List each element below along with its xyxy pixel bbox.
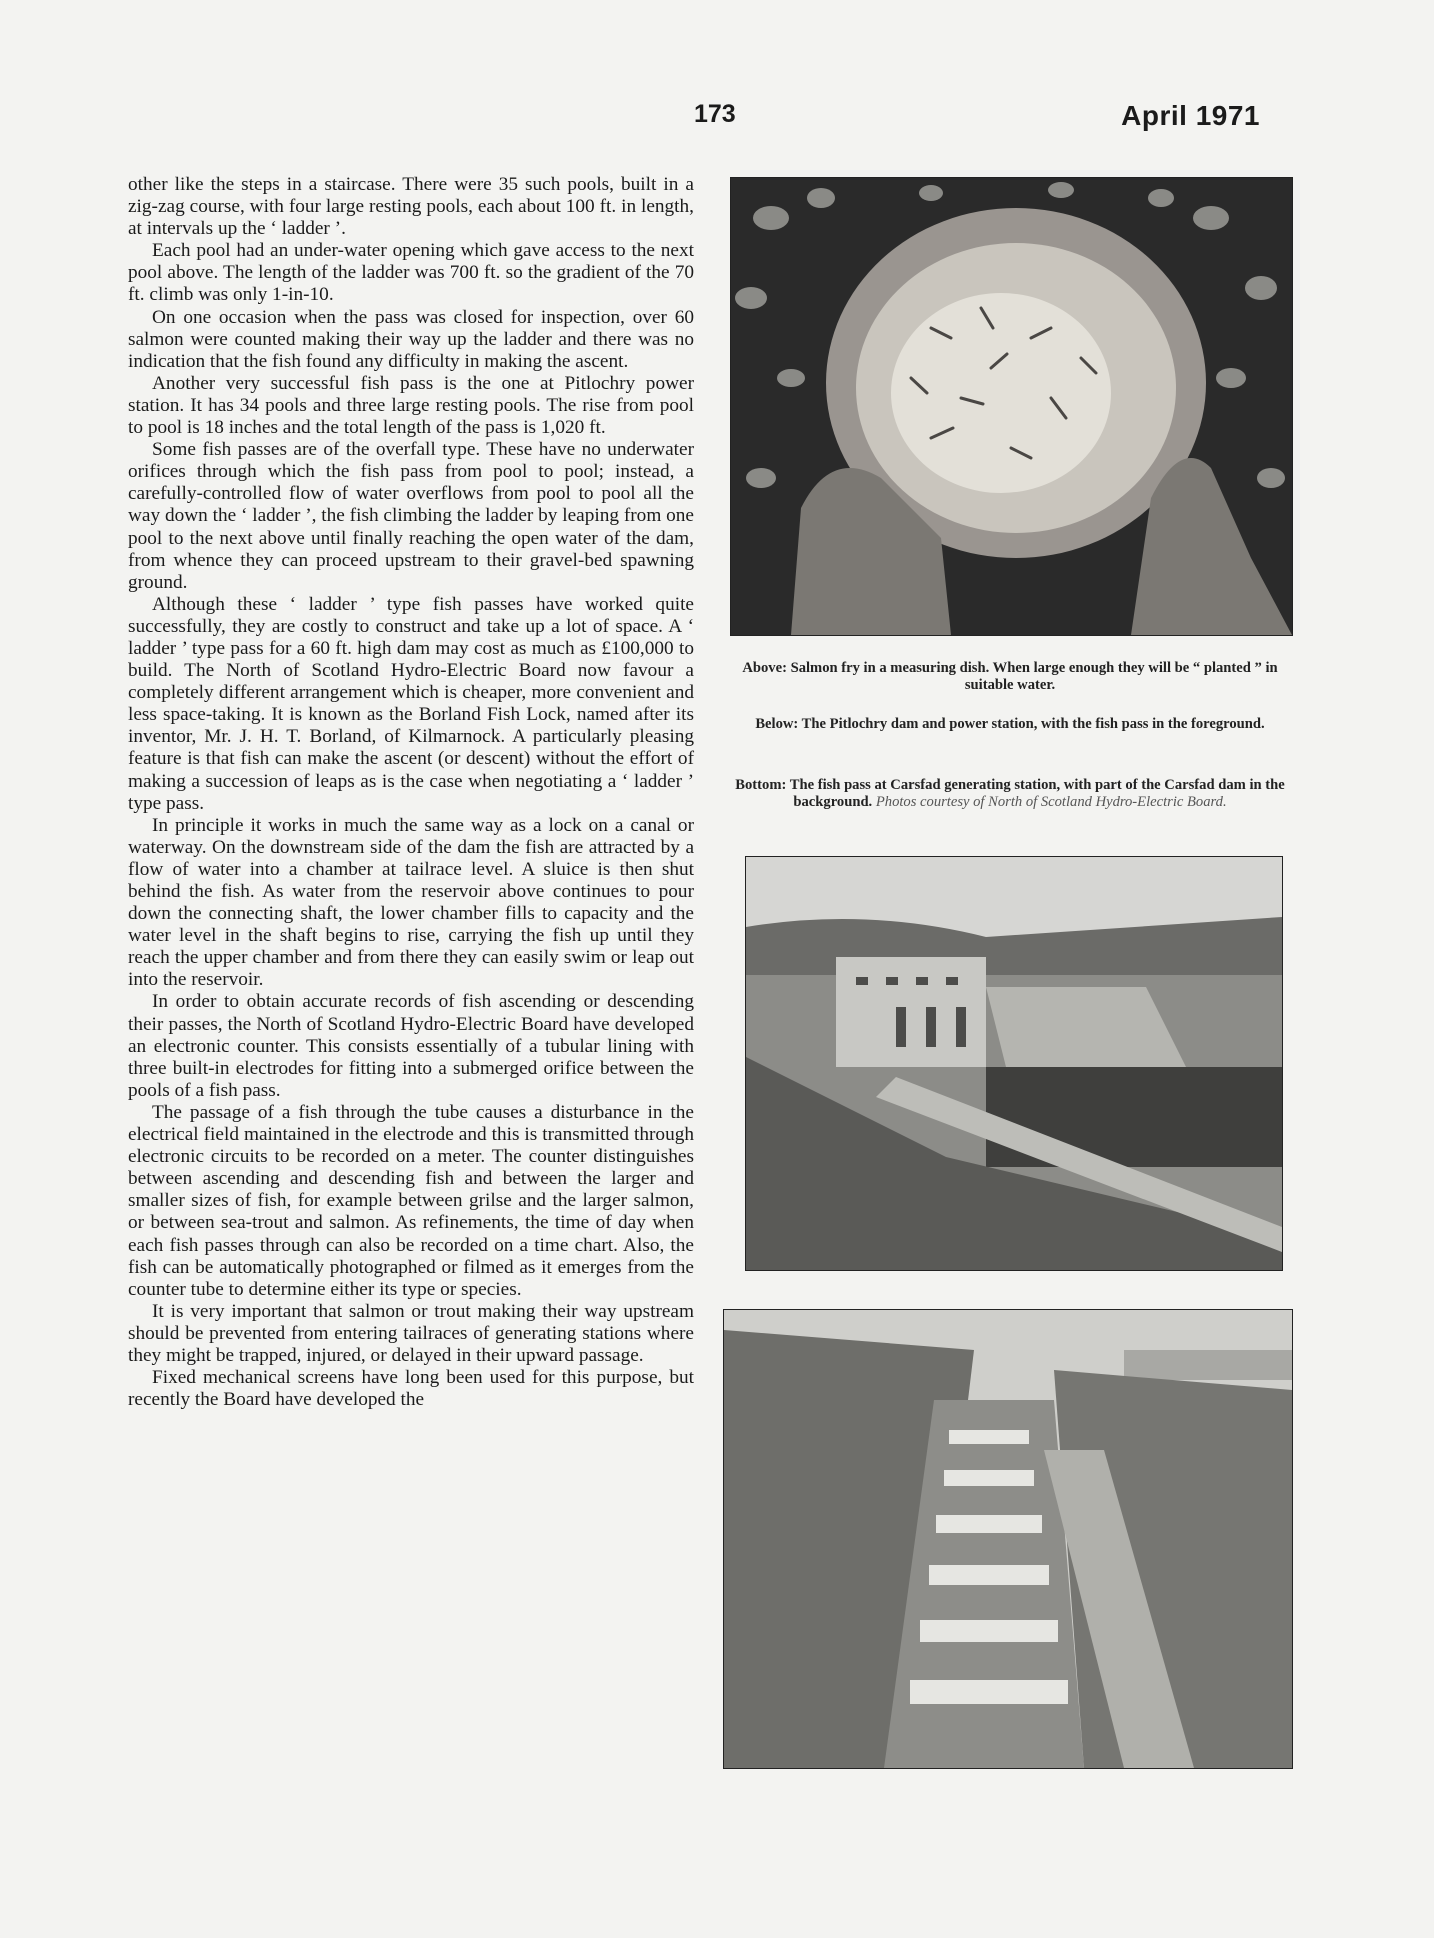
carsfad-fish-pass-photo	[724, 1310, 1292, 1768]
article-paragraph: The passage of a fish through the tube causes a disturbance in the electrical field maintained in the electrode and this is transmitted through electronic circuits to be recorded on a meter. The counter distinguishes between ascending and descending fish and between the larger and smaller sizes of fish, for example between grilse and the larger salmon, or between sea-trout and salmon. As refinements, the time of day when each fish passes through can also be recorded on a time chart. Also, the fish can be automatically photographed or filmed as it emerges from the counter tube to determine either its type or species.	[128, 1101, 694, 1300]
article-paragraph: Although these ‘ ladder ’ type fish passes have worked quite successfully, they are costly to construct and take up a lot of space. A ‘ ladder ’ type pass for a 60 ft. high dam may cost as much as £100,000 to build. The North of Scotland Hydro-Electric Board now favour a completely different arrangement which is cheaper, more convenient and less space-taking. It is known as the Borland Fish Lock, named after its inventor, Mr. J. H. T. Borland, of Kilmarnock. A particularly pleasing feature is that fish can make the ascent (or descent) without the effort of making a succession of leaps as is the case when negotiating a ‘ ladder ’ type pass.	[128, 593, 694, 814]
caption-bottom-text: Bottom: The fish pass at Carsfad generating station, with part of the Carsfad dam in the background.	[735, 777, 1285, 810]
article-body	[128, 174, 694, 1411]
article-paragraph: Fixed mechanical screens have long been used for this purpose, but recently the Board have developed the	[128, 1367, 694, 1411]
article-paragraph: Another very successful fish pass is the one at Pitlochry power station. It has 34 pools and three large resting pools. The rise from pool to pool is 18 inches and the total length of the pass is 1,020 ft.	[128, 372, 694, 439]
article-paragraph: It is very important that salmon or trout making their way upstream should be prevented from entering tailraces of generating stations where they might be trapped, injured, or delayed in their upward passage.	[128, 1300, 694, 1366]
salmon-fry-photo	[731, 178, 1292, 635]
photo-credit: Photos courtesy of North of Scotland Hydro-Electric Board.	[875, 793, 1227, 810]
caption-bottom	[724, 777, 1296, 810]
article-paragraph: In principle it works in much the same way as a lock on a canal or waterway. On the downstream side of the dam the fish are attracted by a flow of water into a chamber at tailrace level. A sluice is then shut behind the fish. As water from the reservoir above continues to pour down the connecting shaft, the lower chamber fills to capacity and the water level in the shaft begins to rise, carrying the fish up until they reach the upper chamber and from there they can easily swim or leap out into the reservoir.	[128, 814, 694, 991]
caption-above: Above: Salmon fry in a measuring dish. When large enough they will be “ planted ” in suitable water.	[742, 660, 1278, 693]
article-paragraph: Each pool had an under-water opening which gave access to the next pool above. The length of the ladder was 700 ft. so the gradient of the 70 ft. climb was only 1-in-10.	[128, 240, 694, 306]
article-paragraph: On one occasion when the pass was closed for inspection, over 60 salmon were counted making their way up the ladder and there was no indication that the fish found any difficulty in making the ascent.	[128, 306, 694, 372]
issue-date: April 1971	[1121, 100, 1260, 131]
page-number: 173	[694, 100, 736, 128]
article-paragraph: In order to obtain accurate records of fish ascending or descending their passes, the North of Scotland Hydro-Electric Board have developed an electronic counter. This consists essentially of a tubular lining with three built-in electrodes for fitting into a submerged orifice between the pools of a fish pass.	[128, 991, 694, 1101]
article-paragraph: Some fish passes are of the overfall type. These have no underwater orifices through which the fish pass from pool to pool; instead, a carefully-controlled flow of water overflows from pool to pool all the way down the ‘ ladder ’, the fish climbing the ladder by leaping from one pool to the next above until finally reaching the open water of the dam, from whence they can proceed upstream to their gravel-bed spawning ground.	[128, 439, 694, 593]
caption-below: Below: The Pitlochry dam and power station, with the fish pass in the foreground.	[755, 716, 1265, 732]
pitlochry-dam-photo	[746, 857, 1282, 1270]
article-paragraph: other like the steps in a staircase. There were 35 such pools, built in a zig-zag course, with four large resting pools, each about 100 ft. in length, at intervals up the ‘ ladder ’.	[128, 174, 694, 240]
